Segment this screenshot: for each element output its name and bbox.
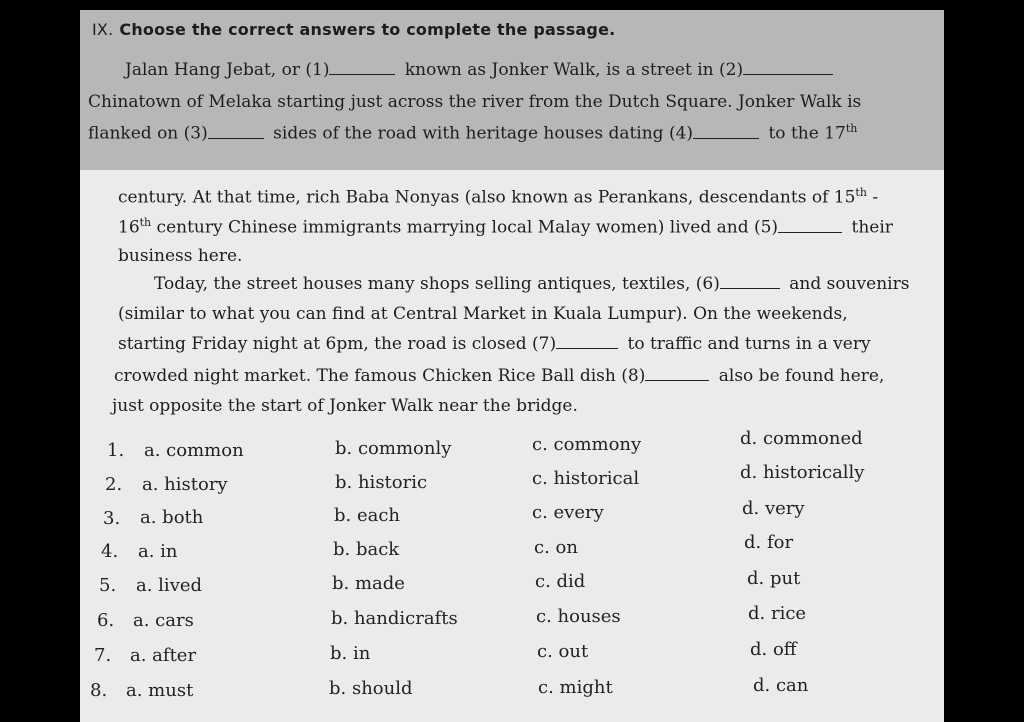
option-b: b. back bbox=[333, 539, 400, 560]
section-instruction: Choose the correct answers to complete the passage. bbox=[119, 20, 616, 39]
option-d: d. very bbox=[742, 498, 805, 519]
passage-line-5 bbox=[118, 216, 893, 238]
passage-text: flanked on (3) bbox=[88, 123, 208, 144]
answer-blank-6 bbox=[720, 287, 780, 289]
question-number: 8. bbox=[90, 680, 108, 701]
passage-text: - bbox=[866, 187, 879, 208]
option-a: a. in bbox=[138, 541, 178, 562]
question-number: 5. bbox=[99, 575, 117, 596]
passage-line-2: Chinatown of Melaka starting just across the river from the Dutch Square. Jonker Walk is bbox=[88, 92, 862, 112]
option-a: a. cars bbox=[133, 610, 194, 631]
question-number: 2. bbox=[105, 474, 123, 495]
option-b: b. should bbox=[329, 678, 413, 699]
option-b: b. commonly bbox=[335, 438, 452, 459]
option-a: a. both bbox=[140, 507, 204, 528]
passage-text: 16 bbox=[118, 217, 140, 238]
passage-line-10 bbox=[114, 366, 884, 386]
option-c: c. houses bbox=[536, 606, 621, 627]
passage-text: Jalan Hang Jebat, or (1) bbox=[125, 60, 330, 80]
passage-text: century. At that time, rich Baba Nonyas (also known as Perankans, descendants of 15 bbox=[118, 187, 856, 208]
question-number: 6. bbox=[97, 610, 115, 631]
option-d: d. historically bbox=[740, 462, 865, 483]
superscript: th bbox=[855, 186, 867, 199]
option-a: a. common bbox=[144, 440, 244, 461]
option-d: d. put bbox=[747, 568, 801, 589]
option-c: c. might bbox=[538, 677, 613, 698]
option-b: b. each bbox=[334, 505, 401, 526]
superscript: th bbox=[139, 216, 152, 229]
passage-text: Today, the street houses many shops selling antiques, textiles, (6) bbox=[154, 274, 720, 294]
answer-blank-7 bbox=[556, 347, 618, 349]
worksheet-page bbox=[80, 10, 944, 722]
answer-blank-4 bbox=[693, 137, 759, 139]
option-d: d. off bbox=[750, 639, 797, 660]
option-d: d. commoned bbox=[740, 428, 863, 449]
passage-text: also be found here, bbox=[718, 366, 885, 386]
option-c: c. commony bbox=[532, 434, 642, 455]
option-c: c. out bbox=[537, 641, 589, 662]
passage-text: their bbox=[851, 217, 893, 238]
option-a: a. history bbox=[142, 474, 228, 495]
passage-line-7 bbox=[154, 274, 909, 294]
passage-line-6: business here. bbox=[118, 246, 243, 266]
option-b: b. handicrafts bbox=[331, 608, 458, 629]
question-number: 3. bbox=[103, 508, 121, 529]
answer-blank-5 bbox=[778, 231, 842, 233]
passage-text: century Chinese immigrants marrying local Malay women) lived and (5) bbox=[151, 217, 779, 238]
passage-text: to traffic and turns in a very bbox=[627, 334, 871, 354]
option-d: d. rice bbox=[748, 603, 807, 624]
question-number: 7. bbox=[94, 645, 112, 666]
option-c: c. historical bbox=[532, 468, 640, 489]
passage-line-4 bbox=[118, 186, 878, 208]
question-number: 1. bbox=[107, 440, 125, 461]
section-number: IX. bbox=[92, 20, 114, 39]
passage-text: crowded night market. The famous Chicken Rice Ball dish (8) bbox=[114, 366, 646, 386]
passage-text: known as Jonker Walk, is a street in (2) bbox=[404, 60, 744, 80]
passage-line-8: (similar to what you can find at Central Market in Kuala Lumpur). On the weekends, bbox=[118, 304, 848, 324]
question-number: 4. bbox=[101, 541, 119, 562]
passage-line-11: just opposite the start of Jonker Walk near the bridge. bbox=[112, 396, 578, 416]
answer-blank-3 bbox=[208, 137, 264, 139]
answer-blank-8 bbox=[645, 379, 709, 381]
option-a: a. after bbox=[130, 645, 197, 666]
option-c: c. did bbox=[535, 571, 586, 592]
option-c: c. every bbox=[532, 502, 604, 523]
passage-line-1 bbox=[125, 60, 837, 80]
option-b: b. historic bbox=[335, 472, 428, 493]
option-a: a. lived bbox=[136, 575, 203, 596]
option-b: b. made bbox=[332, 573, 405, 594]
answer-blank-2 bbox=[743, 73, 833, 75]
passage-text: sides of the road with heritage houses dating (4) bbox=[273, 123, 694, 144]
passage-text: starting Friday night at 6pm, the road is closed (7) bbox=[118, 334, 557, 354]
passage-line-9 bbox=[118, 334, 871, 354]
answer-blank-1 bbox=[329, 73, 395, 75]
passage-text: to the 17 bbox=[768, 123, 846, 144]
superscript: th bbox=[845, 122, 858, 135]
option-d: d. can bbox=[753, 675, 809, 696]
passage-line-3 bbox=[88, 122, 857, 144]
option-b: b. in bbox=[330, 643, 371, 664]
option-c: c. on bbox=[534, 537, 578, 558]
option-d: d. for bbox=[744, 532, 794, 553]
passage-text: and souvenirs bbox=[789, 274, 910, 294]
section-heading bbox=[92, 20, 615, 39]
option-a: a. must bbox=[126, 680, 194, 701]
